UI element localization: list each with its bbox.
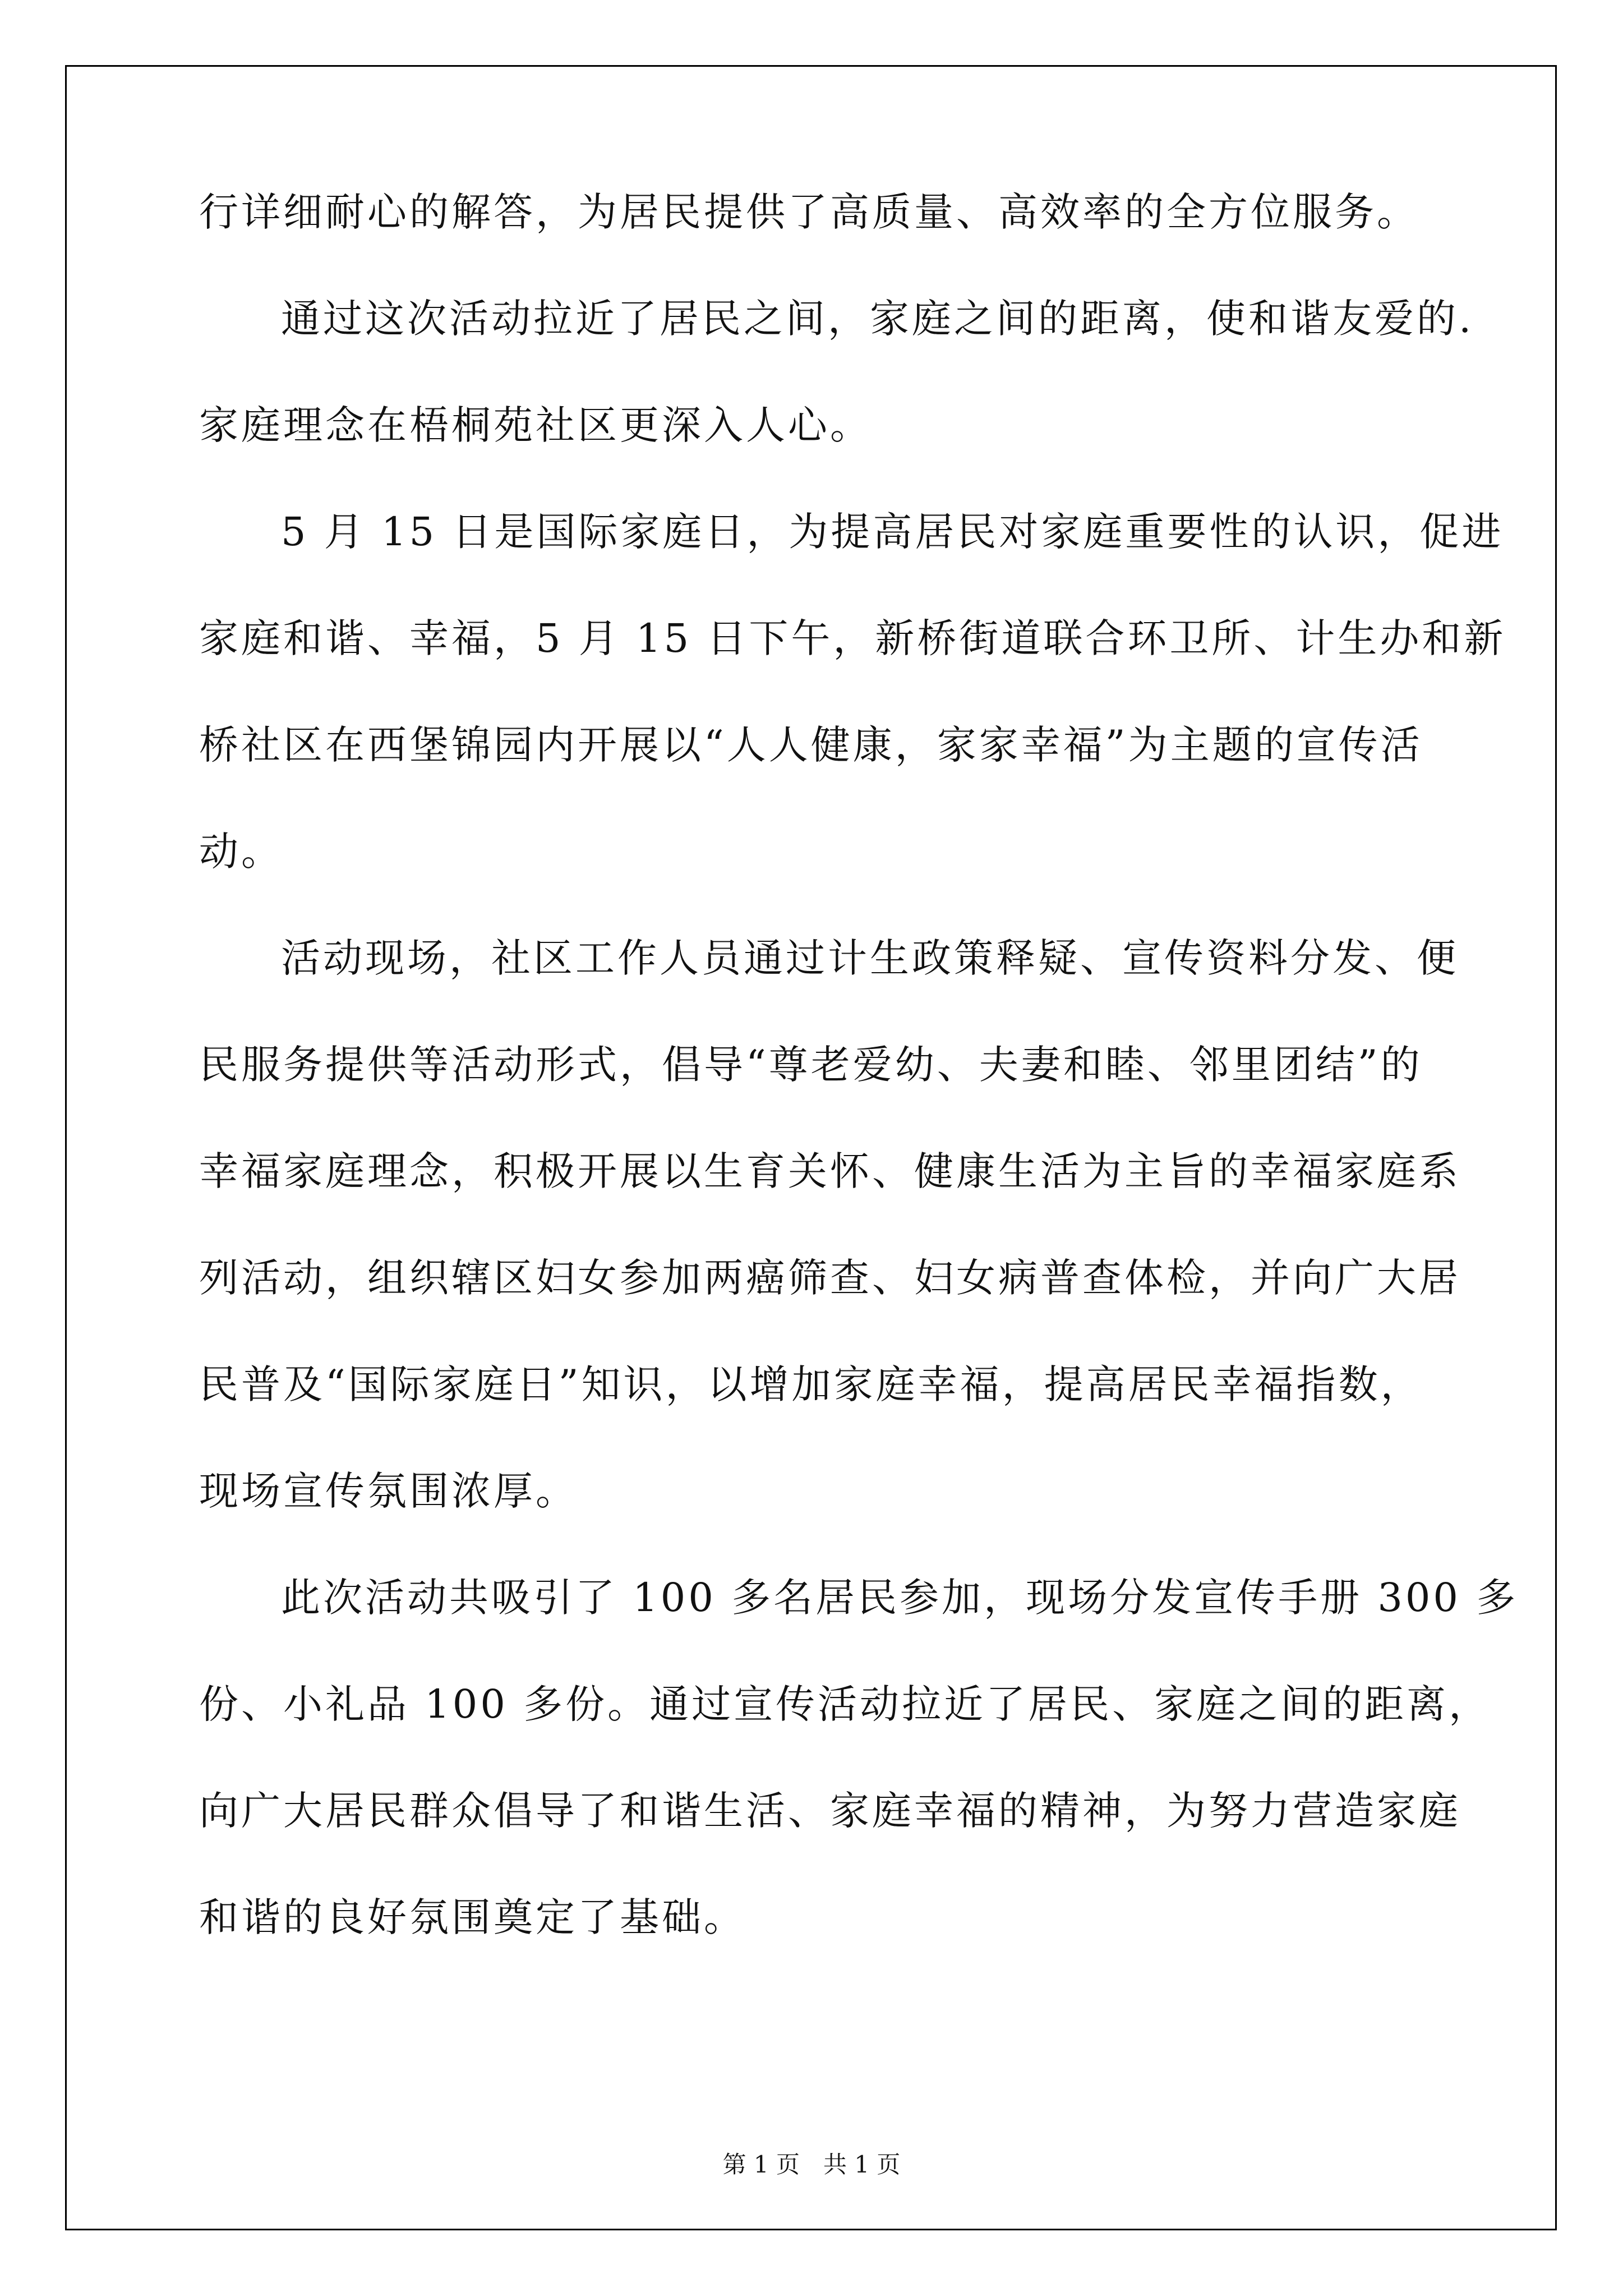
text-line: 行详细耐心的解答，为居民提供了高质量、高效率的全方位服务。: [199, 189, 1419, 235]
text-line: 民普及“国际家庭日”知识，以增加家庭幸福，提高居民幸福指数，: [199, 1361, 1423, 1407]
text-line: 5 月 15 日是国际家庭日，为提高居民对家庭重要性的认识，促进: [281, 509, 1504, 555]
text-line: 份、小礼品 100 多份。通过宣传活动拉近了居民、家庭之间的距离，: [199, 1681, 1491, 1727]
text-line: 动。: [199, 829, 283, 875]
text-line: 和谐的良好氛围奠定了基础。: [199, 1894, 746, 1940]
text-line: 桥社区在西堡锦园内开展以“人人健康，家家幸福”为主题的宣传活: [199, 722, 1423, 768]
text-line: 家庭理念在梧桐苑社区更深入人心。: [199, 402, 872, 448]
text-line: 家庭和谐、幸福，5 月 15 日下午，新桥街道联合环卫所、计生办和新: [199, 615, 1506, 661]
text-line: 民服务提供等活动形式，倡导“尊老爱幼、夫妻和睦、邻里团结”的: [199, 1042, 1423, 1088]
text-line: 幸福家庭理念，积极开展以生育关怀、健康生活为主旨的幸福家庭系: [199, 1148, 1461, 1194]
text-line: 向广大居民群众倡导了和谐生活、家庭幸福的精神，为努力营造家庭: [199, 1788, 1461, 1834]
text-line: 通过这次活动拉近了居民之间，家庭之间的距离，使和谐友爱的.: [281, 296, 1474, 342]
text-line: 列活动，组织辖区妇女参加两癌筛查、妇女病普查体检，并向广大居: [199, 1255, 1461, 1301]
text-line: 活动现场，社区工作人员通过计生政策释疑、宣传资料分发、便: [281, 935, 1459, 981]
text-line: 此次活动共吸引了 100 多名居民参加，现场分发宣传手册 300 多: [281, 1575, 1519, 1621]
page-number: 第 1 页 共 1 页: [722, 2151, 901, 2178]
text-line: 现场宣传氛围浓厚。: [199, 1468, 578, 1514]
